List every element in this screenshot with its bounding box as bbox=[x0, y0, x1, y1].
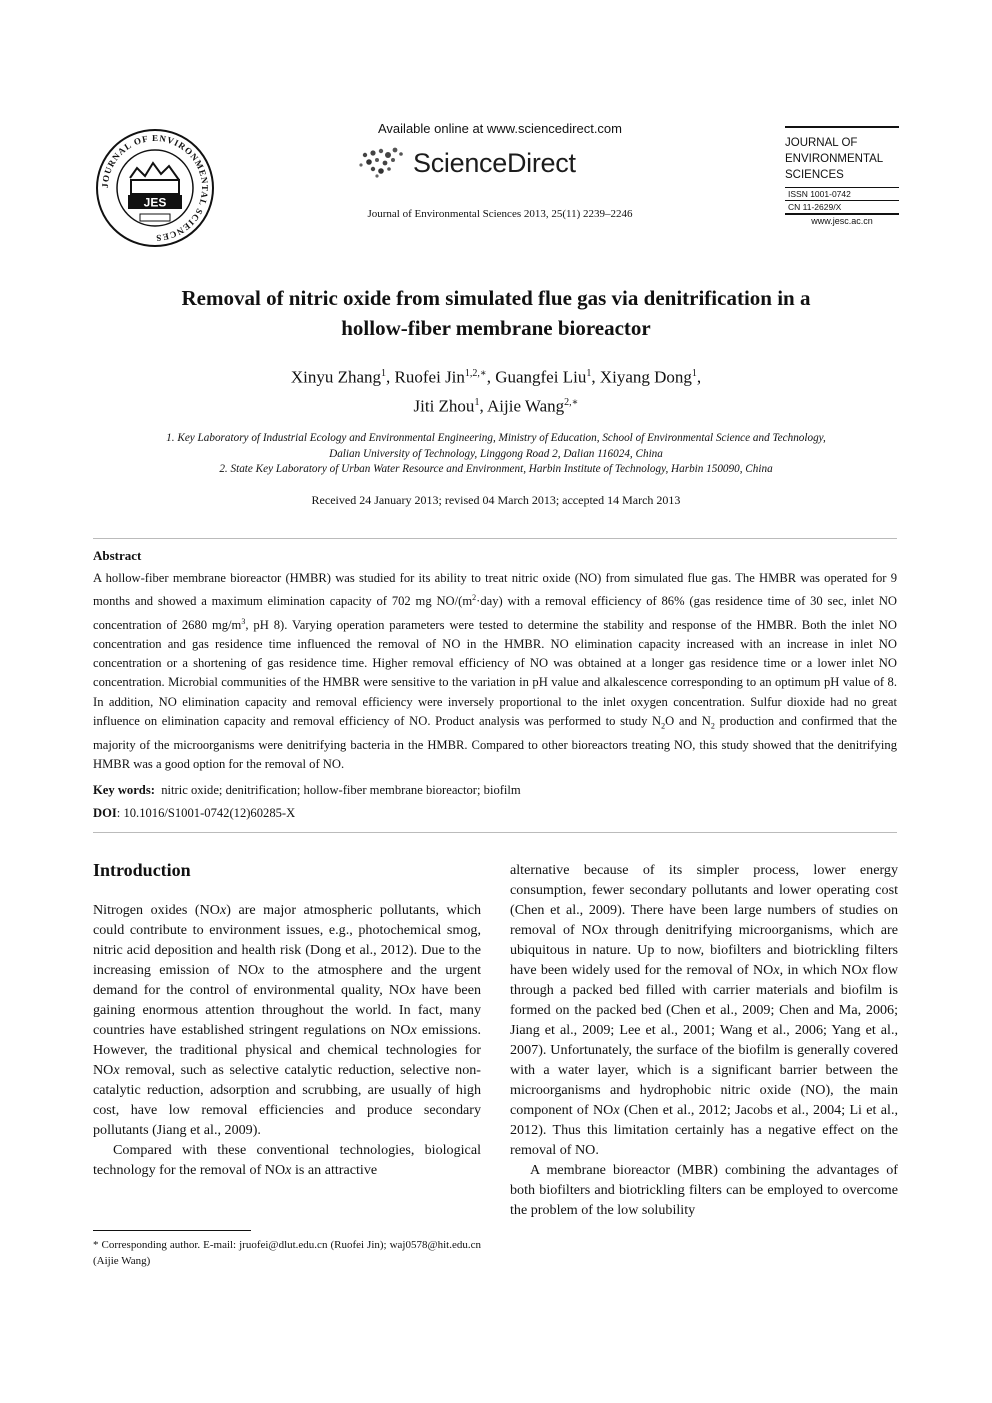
author[interactable]: Xinyu Zhang bbox=[290, 367, 382, 387]
body-column-left bbox=[93, 900, 481, 1180]
journal-info-box bbox=[785, 126, 899, 226]
journal-reference: Journal of Environmental Sciences 2013, 25(11) 2239–2246 bbox=[367, 208, 633, 220]
paragraph: Compared with these conventional technologies, biological technology for the removal of NOx is an attractive bbox=[93, 1142, 481, 1178]
author[interactable]: Aijie Wang bbox=[487, 396, 565, 416]
journal-name: JOURNAL OF ENVIRONMENTAL SCIENCES bbox=[785, 137, 884, 181]
logo-abbrev: JES bbox=[143, 195, 167, 210]
divider bbox=[93, 538, 897, 539]
sciencedirect-brand[interactable] bbox=[355, 143, 576, 183]
paragraph: A membrane bioreactor (MBR) combining the advantages of both biofilters and biotrickling filters can be employed to overcome the problem of the low solubility bbox=[510, 1162, 898, 1218]
doi[interactable]: DOI: 10.1016/S1001-0742(12)60285-X bbox=[93, 806, 296, 820]
section-heading-introduction: Introduction bbox=[93, 860, 191, 880]
journal-website[interactable]: www.jesc.ac.cn bbox=[811, 216, 873, 226]
footnote-divider bbox=[93, 1230, 251, 1231]
abstract-heading: Abstract bbox=[93, 548, 142, 563]
corresponding-author-footnote: * Corresponding author. E-mail: jruofei@dlut.edu.cn (Ruofei Jin); waj0578@hit.edu.cn (Aijie Wang) bbox=[93, 1239, 481, 1267]
paragraph: Nitrogen oxides (NOx) are major atmospheric pollutants, which could contribute to environment issues, e.g., photochemical smog, nitric acid deposition and health risk (Dong et al., 2012). Due to the increasing emission of NOx to the atmosphere and the urgent demand for the control of environmental quality, NOx have been gaining enormous attention throughout the world. In fact, many countries have established stringent regulations on NOx emissions. However, the traditional physical and chemical technologies for NOx removal, such as selective catalytic reduction, selective non-catalytic reduction, adsorption and scrubbing, are usually of high cost, have low removal efficiencies and produce secondary pollutants (Jiang et al., 2009). bbox=[93, 902, 481, 1138]
journal-logo bbox=[95, 128, 215, 248]
cn-number: CN 11-2629/X bbox=[788, 202, 842, 212]
author[interactable]: Xiyang Dong bbox=[599, 367, 692, 387]
divider bbox=[93, 832, 897, 833]
logo-ring-text: JOURNAL OF ENVIRONMENTAL SCIENCES bbox=[99, 132, 211, 244]
issn: ISSN 1001-0742 bbox=[788, 189, 851, 199]
affiliations: 1. Key Laboratory of Industrial Ecology and Environmental Engineering, Ministry of Education, School of Environmental Science and Technology, Dalian University of Technology, Linggong Road 2, Dalian 116024, China 2. State Key Laboratory of Urban Water Resource and Environment, Harbin Institute of Technology, Harbin 150090, China bbox=[166, 432, 826, 475]
author-list: Xinyu Zhang$^1$, Ruofei Jin$^{1,2,∗}$, Guangfei Liu$^1$, Xiyang Dong$^1$, Jiti Zhou$^1$, Aijie Wang$^{2,∗}$ bbox=[290, 367, 702, 416]
abstract-body: A hollow-fiber membrane bioreactor (HMBR) was studied for its ability to treat nitric oxide (NO) from simulated flue gas. The HMBR was operated for 9 months and showed a maximum elimination capacity of 702 mg $NO/(m^2\cdot day)$ with a removal efficiency of 86% (gas residence time of 30 sec, inlet NO concentration of 2680 $mg/m^3$, pH 8). Varying operation parameters were tested to determine the stability and response of the HMBR. Both the inlet NO concentration and gas residence time influenced the removal of NO in the HMBR. NO elimination capacity increased with an increase in inlet NO concentration or a shortening of gas residence time. Higher removal efficiency of NO was obtained at a longer gas residence time or a lower inlet NO concentration. Microbial communities of the HMBR were sensitive to the variation in pH value and alkalescence corresponding to an optimum pH value of 8. In addition, NO elimination capacity and removal efficiency were inversely proportional to the inlet oxygen concentration. Sulfur dioxide had no great influence on elimination capacity and removal efficiency of NO. Product analysis was performed to study $N_2O$ and $N_2$ production and confirmed that the majority of the microorganisms were denitrifying bacteria in the HMBR. Compared to other bioreactors treating NO, this study showed that the denitrifying HMBR was a good option for the removal of NO. bbox=[93, 571, 898, 771]
article-dates: Received 24 January 2013; revised 04 March 2013; accepted 14 March 2013 bbox=[311, 493, 681, 507]
available-online-text[interactable]: Available online at www.sciencedirect.com bbox=[378, 121, 622, 136]
author[interactable]: Ruofei Jin bbox=[394, 367, 465, 387]
body-column-right bbox=[510, 860, 898, 1220]
article-title: Removal of nitric oxide from simulated flue gas via denitrification in a hollow-fiber membrane bioreactor bbox=[181, 286, 811, 340]
sciencedirect-dots-icon bbox=[355, 145, 407, 181]
author[interactable]: Jiti Zhou bbox=[413, 396, 475, 416]
paragraph: alternative because of its simpler process, lower energy consumption, fewer secondary pollutants and lower operating cost (Chen et al., 2009). There have been large numbers of studies on removal of NOx through denitrifying microorganisms, which are ubiquitous in nature. Up to now, biofilters and biotrickling filters have been widely used for the removal of NOx, in which NOx flow through a packed bed filled with carrier materials and biofilm is formed on the packed bed (Chen et al., 2009; Chen and Ma, 2006; Jiang et al., 2009; Lee et al., 2001; Wang et al., 2006; Yang et al., 2007). Unfortunately, the surface of the biofilm is generally covered with a water layer, which is a significant barrier between the microorganisms and hydrophobic nitric oxide (NO), the main component of NOx (Chen et al., 2012; Jacobs et al., 2004; Li et al., 2012). Thus this limitation certainly has a negative effect on the removal of NO. bbox=[510, 862, 899, 1158]
author[interactable]: Guangfei Liu bbox=[495, 367, 587, 387]
sciencedirect-wordmark: ScienceDirect bbox=[413, 147, 576, 178]
keywords: Key words: nitric oxide; denitrification; hollow-fiber membrane bioreactor; biofilm bbox=[93, 783, 521, 797]
